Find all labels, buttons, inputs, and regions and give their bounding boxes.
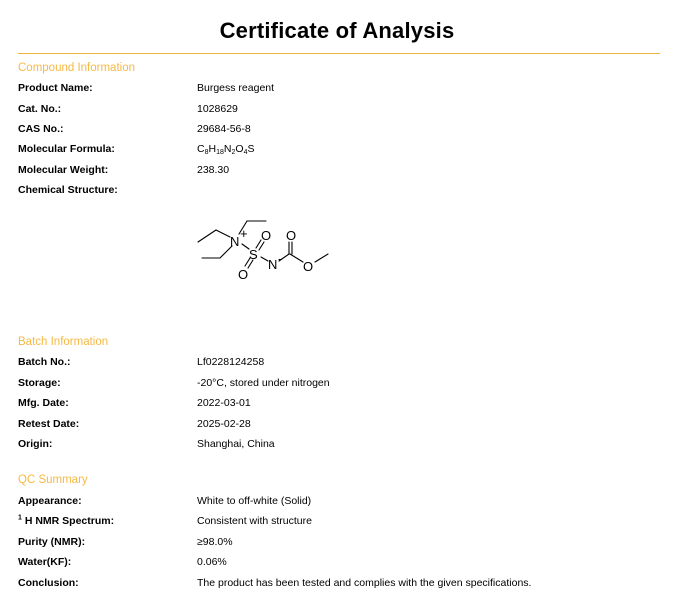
product-name-value: Burgess reagent	[197, 82, 275, 94]
positive-charge: +	[240, 226, 248, 241]
nmr-value: Consistent with structure	[197, 515, 312, 527]
cas-no-label: CAS No.:	[18, 123, 64, 135]
cat-no-value: 1028629	[197, 103, 238, 115]
formula-count-c: 8	[204, 149, 209, 156]
bond	[315, 254, 328, 262]
batch-no-label: Batch No.:	[18, 356, 71, 368]
formula-count-n: 2	[231, 149, 236, 156]
nmr-label-superscript: 1	[18, 514, 22, 522]
purity-value: ≥98.0%	[197, 536, 233, 548]
atom-o-ester: O	[303, 259, 314, 274]
purity-label: Purity (NMR):	[18, 536, 86, 548]
molecular-weight-value: 238.30	[197, 164, 230, 176]
formula-element-h: H	[208, 143, 217, 155]
cas-no-value: 29684-56-8	[197, 123, 251, 135]
atom-o-bottom: O	[238, 267, 249, 282]
nmr-label-text: H NMR Spectrum:	[21, 515, 115, 527]
retest-date-label: Retest Date:	[18, 418, 80, 430]
atom-n-minus: N	[268, 257, 278, 272]
bond	[261, 257, 268, 261]
chemical-structure-label: Chemical Structure:	[18, 184, 118, 196]
cat-no-label: Cat. No.:	[18, 103, 62, 115]
formula-count-o: 4	[243, 149, 248, 156]
molecular-formula-value	[197, 143, 254, 155]
formula-element-o: O	[235, 143, 244, 155]
section-heading-compound: Compound Information	[18, 62, 135, 74]
conclusion-label: Conclusion:	[18, 577, 79, 589]
bond	[259, 242, 264, 250]
formula-element-s: S	[247, 143, 255, 155]
atom-o-carbonyl: O	[286, 228, 297, 243]
molecular-weight-label: Molecular Weight:	[18, 164, 109, 176]
page-title: Certificate of Analysis	[219, 18, 455, 43]
title-divider	[18, 53, 660, 54]
chemical-structure-diagram	[186, 212, 346, 287]
origin-value: Shanghai, China	[197, 438, 275, 450]
storage-value: -20°C, stored under nitrogen	[197, 377, 330, 389]
origin-label: Origin:	[18, 438, 53, 450]
molecular-formula-label: Molecular Formula:	[18, 143, 115, 155]
bond	[290, 254, 303, 262]
appearance-label: Appearance:	[18, 495, 82, 507]
storage-label: Storage:	[18, 377, 61, 389]
formula-count-h: 18	[216, 149, 224, 156]
atom-s: S	[249, 247, 258, 262]
negative-charge: -	[278, 251, 283, 266]
product-name-label: Product Name:	[18, 82, 93, 94]
conclusion-value: The product has been tested and complies with the given specifications.	[197, 577, 532, 589]
nmr-label	[18, 515, 114, 527]
formula-element-n: N	[223, 143, 232, 155]
bond	[242, 244, 249, 249]
section-heading-batch: Batch Information	[18, 336, 109, 348]
atom-n-plus: N	[230, 234, 240, 249]
water-label: Water(KF):	[18, 556, 72, 568]
section-heading-qc: QC Summary	[18, 474, 88, 486]
batch-no-value: Lf0228124258	[197, 356, 265, 368]
mfg-date-value: 2022-03-01	[197, 397, 251, 409]
water-value: 0.06%	[197, 556, 227, 568]
bond	[198, 230, 216, 242]
appearance-value: White to off-white (Solid)	[197, 495, 312, 507]
formula-element-c: C	[197, 143, 205, 155]
atom-o-top: O	[261, 228, 272, 243]
bond	[216, 230, 230, 237]
mfg-date-label: Mfg. Date:	[18, 397, 69, 409]
retest-date-value: 2025-02-28	[197, 418, 251, 430]
